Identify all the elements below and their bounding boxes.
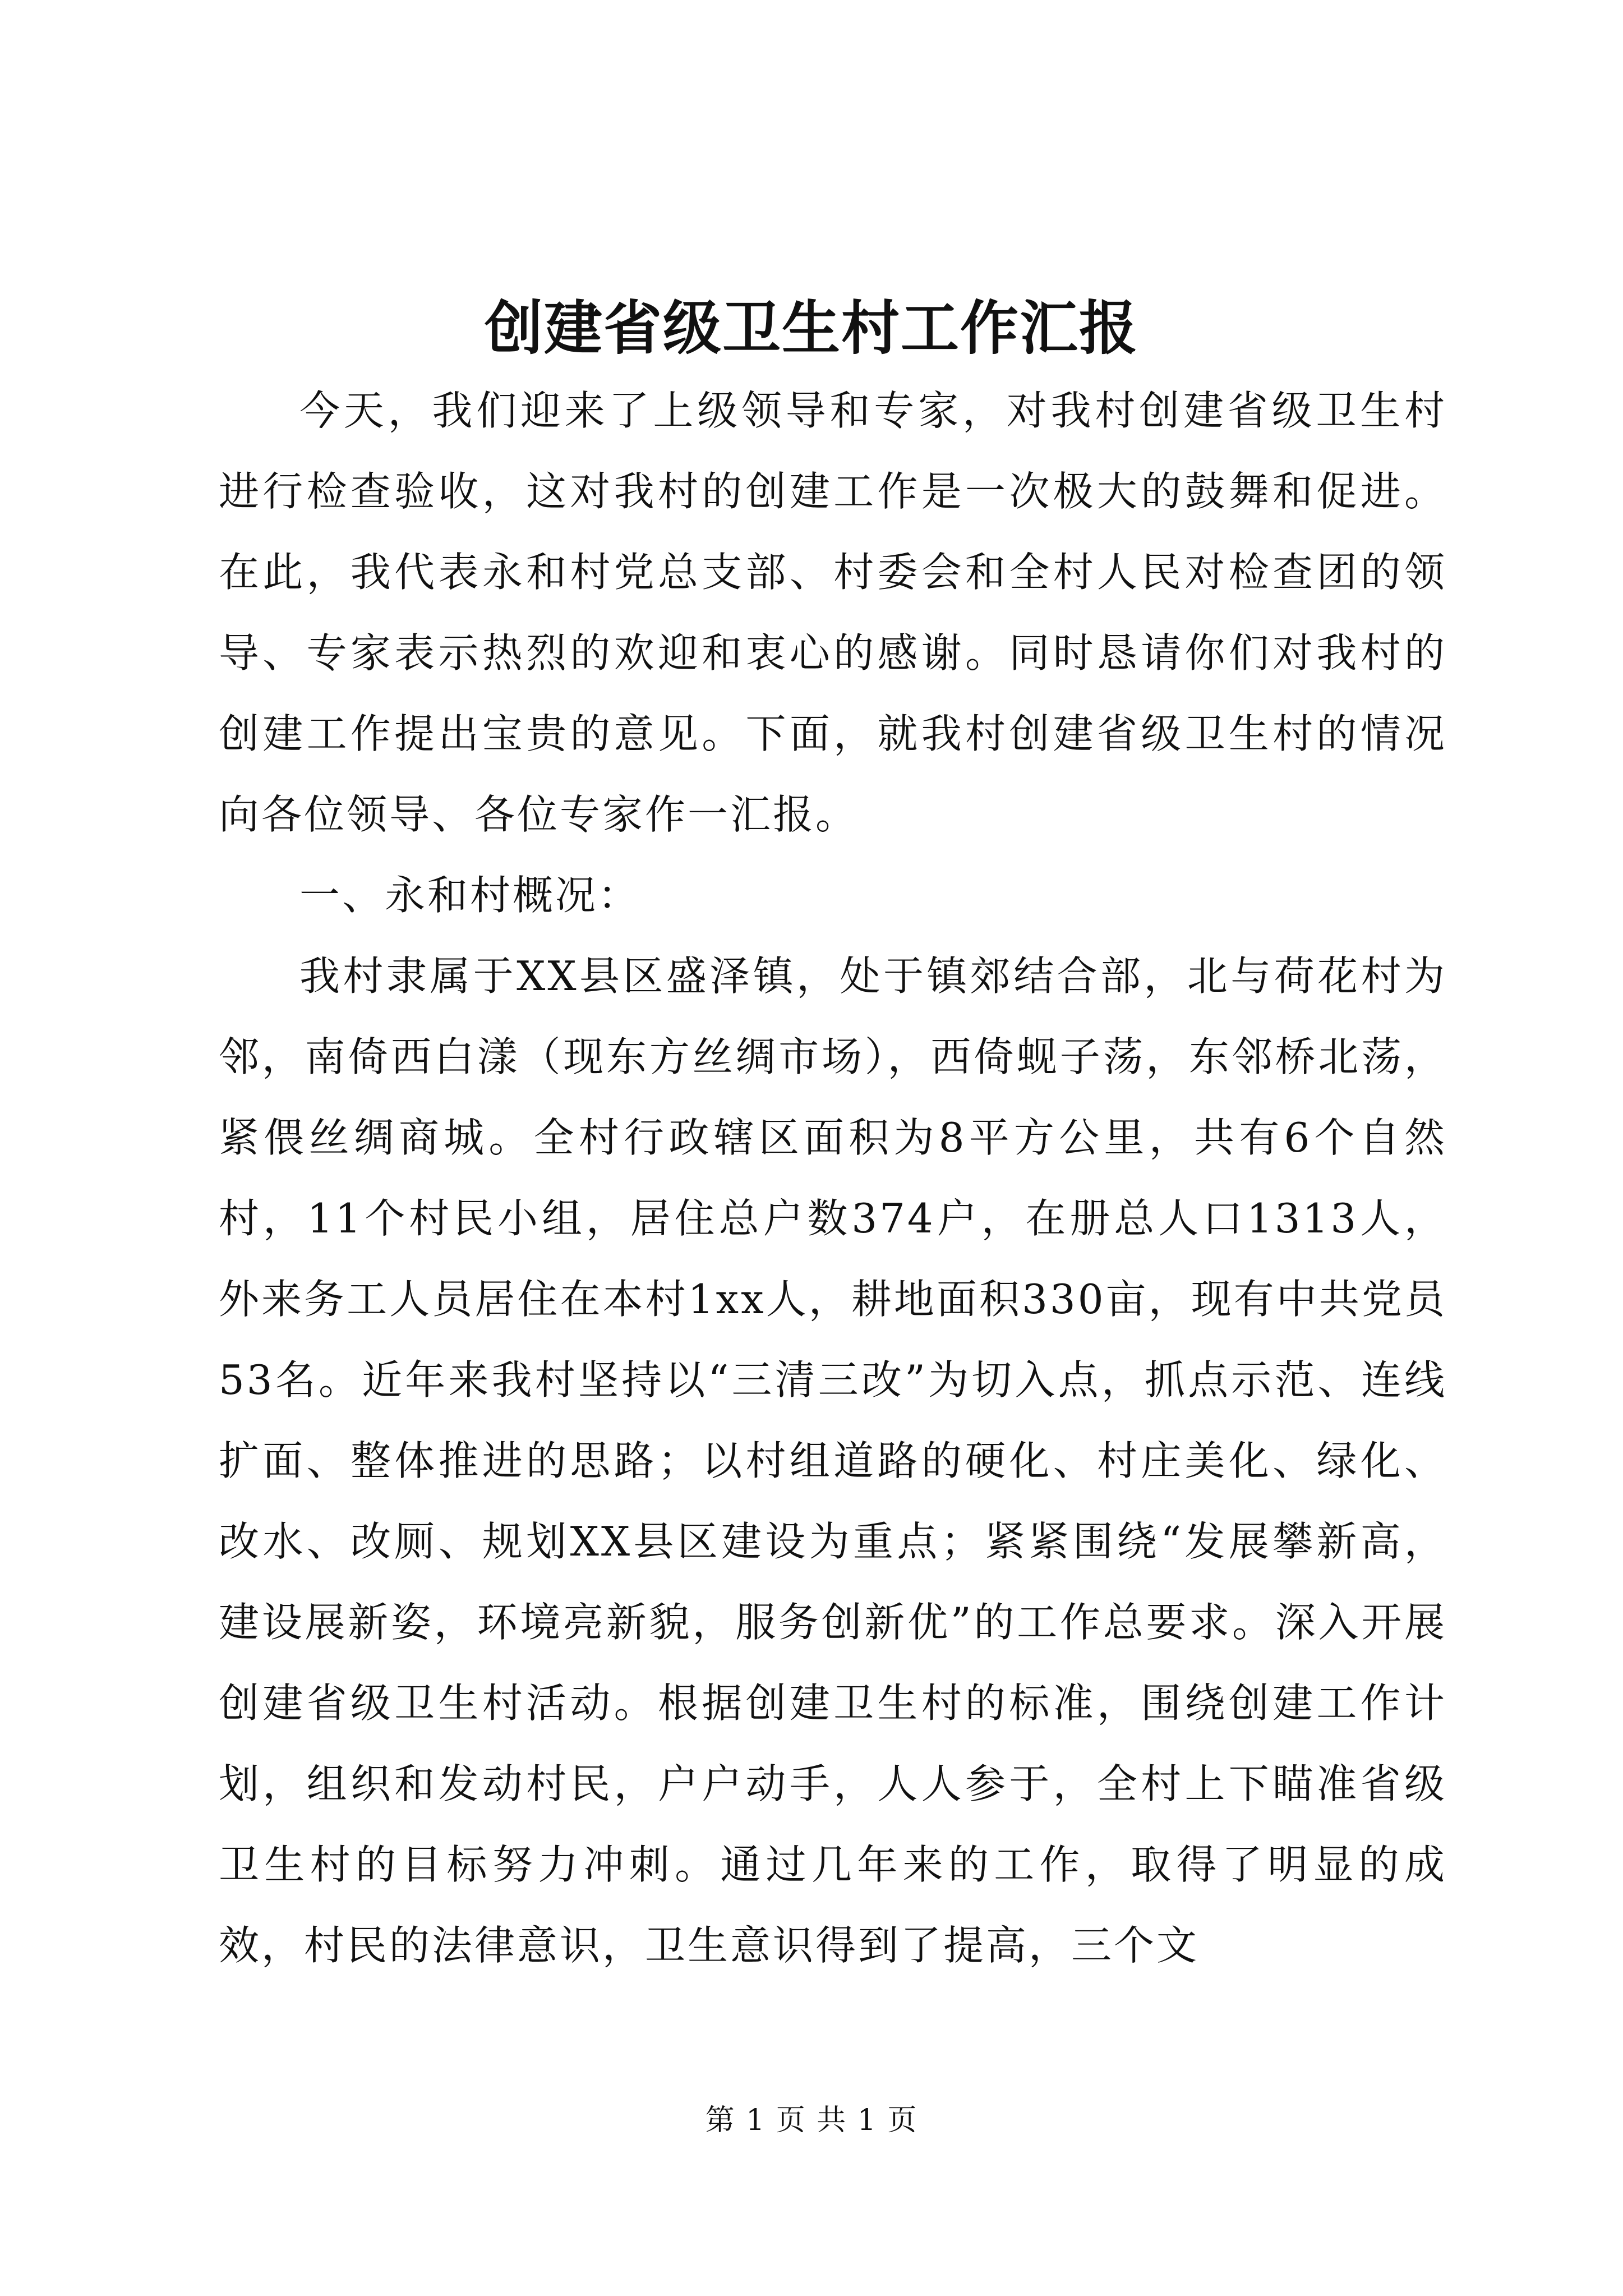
paragraph-overview: 我村隶属于XX县区盛泽镇，处于镇郊结合部，北与荷花村为邻，南倚西白漾（现东方丝绸市场），西倚蚬子荡，东邻桥北荡，紧偎丝绸商城。全村行政辖区面积为8平方公里，共有6个自然村，11个村民小组，居住总户数374户，在册总人口1313人，外来务工人员居住在本村1xx人，耕地面积330亩，现有中共党员53名。近年来我村坚持以“三清三改”为切入点，抓点示范、连线扩面、整体推进的思路；以村组道路的硬化、村庄美化、绿化、改水、改厕、规划XX县区建设为重点；紧紧围绕“发展攀新高，建设展新姿，环境亮新貌，服务创新优”的工作总要求。深入开展创建省级卫生村活动。根据创建卫生村的标准，围绕创建工作计划，组织和发动村民，户户动手，人人参于，全村上下瞄准省级卫生村的目标努力冲刺。通过几年来的工作，取得了明显的成效，村民的法律意识，卫生意识得到了提高，三个文 bbox=[219, 953, 1447, 1969]
section-heading: 一、永和村概况： bbox=[299, 872, 641, 919]
paragraph-intro: 今天，我们迎来了上级领导和专家，对我村创建省级卫生村进行检查验收，这对我村的创建工作是一次极大的鼓舞和促进。在此，我代表永和村党总支部、村委会和全村人民对检查团的领导、专家表示热烈的欢迎和衷心的感谢。同时恳请你们对我村的创建工作提出宝贵的意见。下面，就我村创建省级卫生村的情况向各位领导、各位专家作一汇报。 bbox=[219, 387, 1447, 838]
document-body bbox=[219, 370, 1447, 1986]
document-title: 创建省级卫生村工作汇报 bbox=[484, 293, 1138, 362]
page-footer: 第 1 页 共 1 页 bbox=[705, 2104, 918, 2137]
